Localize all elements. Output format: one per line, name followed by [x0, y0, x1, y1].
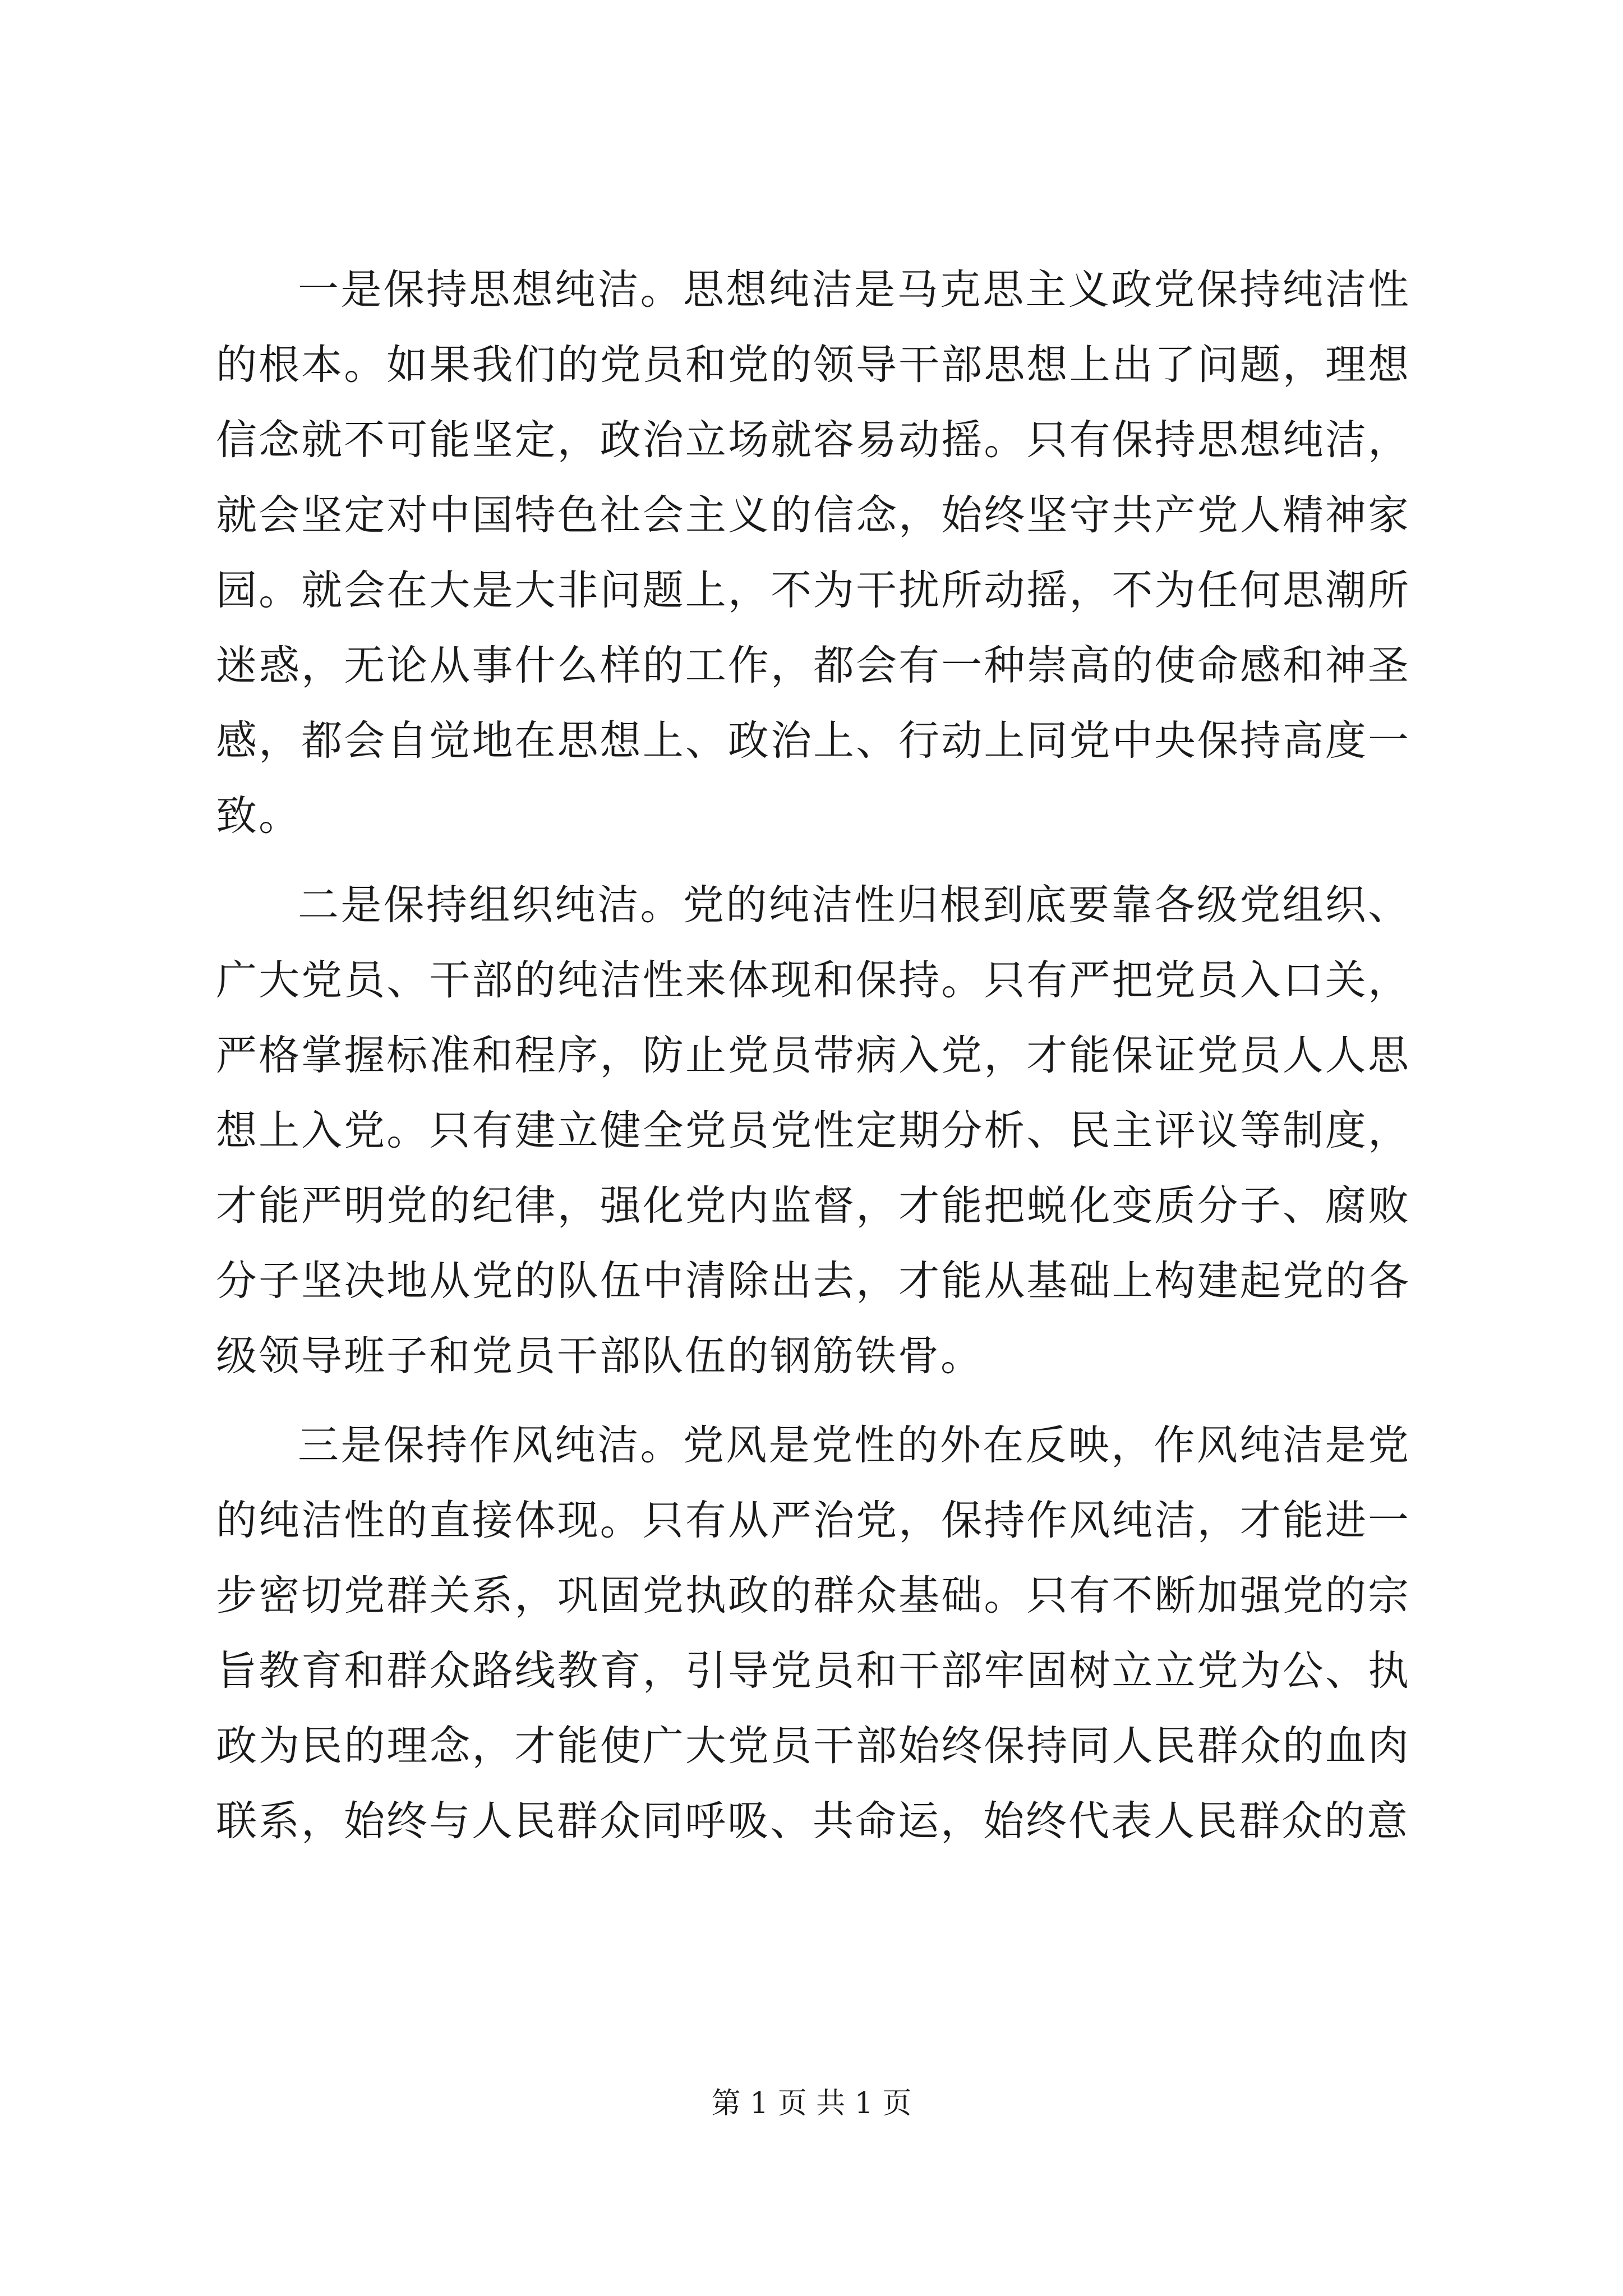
paragraph-organizational-purity: 二是保持组织纯洁。党的纯洁性归根到底要靠各级党组织、广大党员、干部的纯洁性来体现和保持。只有严把党员入口关，严格掌握标准和程序，防止党员带病入党，才能保证党员人人思想上入党。只有建立健全党员党性定期分析、民主评议等制度，才能严明党的纪律，强化党内监督，才能把蜕化变质分子、腐败分子坚决地从党的队伍中清除出去，才能从基础上构建起党的各级领导班子和党员干部队伍的钢筋铁骨。 [216, 881, 1410, 1380]
page-footer: 第 1 页 共 1 页 [711, 2087, 912, 2120]
paragraph-ideological-purity: 一是保持思想纯洁。思想纯洁是马克思主义政党保持纯洁性的根本。如果我们的党员和党的领导干部思想上出了问题，理想信念就不可能坚定，政治立场就容易动摇。只有保持思想纯洁，就会坚定对中国特色社会主义的信念，始终坚守共产党人精神家园。就会在大是大非问题上，不为干扰所动摇，不为任何思潮所迷惑，无论从事什么样的工作，都会有一种崇高的使命感和神圣感，都会自觉地在思想上、政治上、行动上同党中央保持高度一致。 [216, 266, 1410, 840]
paragraph-style-purity: 三是保持作风纯洁。党风是党性的外在反映，作风纯洁是党的纯洁性的直接体现。只有从严治党，保持作风纯洁，才能进一步密切党群关系，巩固党执政的群众基础。只有不断加强党的宗旨教育和群众路线教育，引导党员和干部牢固树立立党为公、执政为民的理念，才能使广大党员干部始终保持同人民群众的血肉联系，始终与人民群众同呼吸、共命运，始终代表人民群众的意 [216, 1421, 1410, 1845]
document-body [216, 252, 1410, 1873]
